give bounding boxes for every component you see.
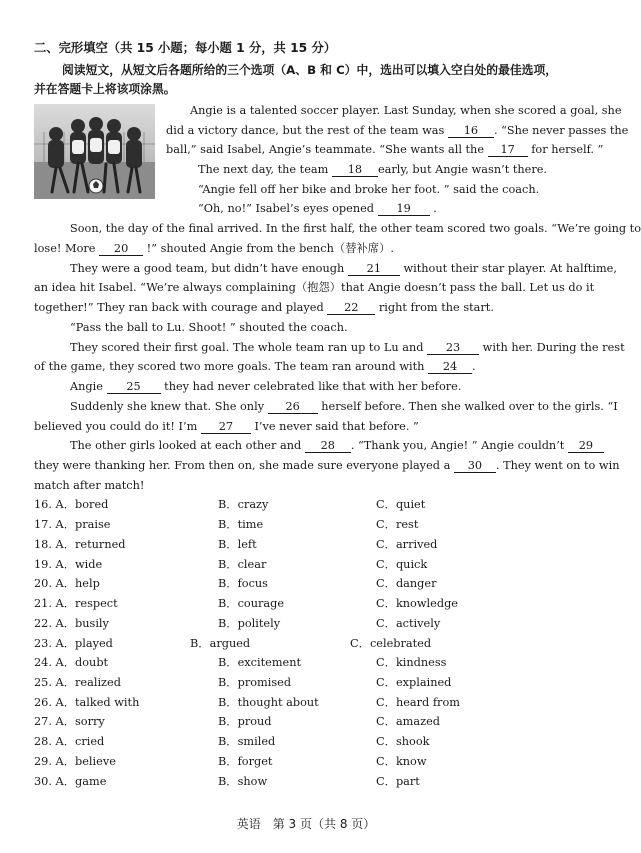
option-17-a: 17. A．praise <box>34 518 111 531</box>
passage-line: Angie is a talented soccer player. Last Sunday, when she scored a goal, she <box>190 104 622 117</box>
passage-line: The other girls looked at each other and 28 . “Thank you, Angie! ” Angie couldn’t 29 <box>70 439 604 453</box>
blank-27: 27 <box>201 421 251 434</box>
blank-25: 25 <box>107 381 161 394</box>
blank-21: 21 <box>348 263 400 276</box>
passage-line: They were a good team, but didn’t have enough 21 without their star player. At halftime, <box>70 262 617 275</box>
blank-23: 23 <box>427 342 479 355</box>
section-heading: 二、完形填空（共 15 小题；每小题 1 分，共 15 分） <box>34 41 337 55</box>
option-19-c: C．quick <box>376 558 428 571</box>
passage-line: ball,” said Isabel, Angie’s teammate. “She wants all the 17 for herself. ” <box>166 143 604 156</box>
option-22-a: 22. A．busily <box>34 617 109 630</box>
option-26-a: 26. A．talked with <box>34 696 140 709</box>
option-27-a: 27. A．sorry <box>34 715 105 728</box>
option-28-c: C．shook <box>376 735 430 748</box>
option-29-c: C．know <box>376 755 427 768</box>
option-30-a: 30. A．game <box>34 775 107 788</box>
option-21-b: B．courage <box>218 597 285 610</box>
option-24-a: 24. A．doubt <box>34 656 109 669</box>
option-18-a: 18. A．returned <box>34 538 126 551</box>
option-27-b: B．proud <box>218 715 272 728</box>
option-21-c: C．knowledge <box>376 597 458 610</box>
option-30-b: B．show <box>218 775 268 788</box>
option-28-a: 28. A．cried <box>34 735 105 748</box>
blank-29: 29 <box>568 440 604 453</box>
option-16-a: 16. A．bored <box>34 498 109 511</box>
blank-26: 26 <box>268 401 318 414</box>
passage-line: “Pass the ball to Lu. Shoot! ” shouted the coach. <box>70 321 348 334</box>
option-22-c: C．actively <box>376 617 441 630</box>
passage-line: of the game, they scored two more goals. The team ran around with 24 . <box>34 360 476 373</box>
option-25-b: B．promised <box>218 676 292 689</box>
option-23-c: C．celebrated <box>350 637 432 650</box>
passage-line: “Angie fell off her bike and broke her foot. ” said the coach. <box>198 183 540 196</box>
option-24-c: C．kindness <box>376 656 447 669</box>
option-24-b: B．excitement <box>218 656 302 669</box>
option-23-a: 23. A．played <box>34 637 113 650</box>
option-26-b: B．thought about <box>218 696 319 709</box>
option-28-b: B．smiled <box>218 735 276 748</box>
option-26-c: C．heard from <box>376 696 460 709</box>
instruction-line-2: 并在答题卡上将该项涂黑。 <box>34 82 176 96</box>
blank-16: 16 <box>448 125 494 138</box>
option-17-c: C．rest <box>376 518 419 531</box>
option-16-b: B．crazy <box>218 498 269 511</box>
option-17-b: B．time <box>218 518 264 531</box>
blank-20: 20 <box>99 243 143 256</box>
blank-17: 17 <box>488 144 528 157</box>
option-21-a: 21. A．respect <box>34 597 118 610</box>
passage-line: They scored their first goal. The whole team ran up to Lu and 23 with her. During the rest <box>70 341 625 354</box>
option-30-c: C．part <box>376 775 420 788</box>
passage-line: believed you could do it! I’m 27 I’ve never said that before. ” <box>34 420 419 433</box>
blank-19: 19 <box>378 203 430 216</box>
option-20-b: B．focus <box>218 577 268 590</box>
option-29-b: B．forget <box>218 755 273 768</box>
passage-line: lose! More 20 !” shouted Angie from the bench（替补席）. <box>34 242 394 255</box>
passage-line: together!” They ran back with courage and played 22 right from the start. <box>34 301 494 314</box>
passage-line: match after match! <box>34 479 145 492</box>
option-18-b: B．left <box>218 538 257 551</box>
option-19-b: B．clear <box>218 558 267 571</box>
passage-line: The next day, the team 18 early, but Angie wasn’t there. <box>198 163 548 176</box>
passage-line: Soon, the day of the final arrived. In the first half, the other team scored two goals. “We’re going to <box>70 222 641 235</box>
blank-22: 22 <box>327 302 375 315</box>
blank-28: 28 <box>305 440 351 453</box>
passage-line: Angie 25 they had never celebrated like that with her before. <box>70 380 462 393</box>
passage-line: an idea hit Isabel. “We’re always complaining（抱怨）that Angie doesn’t pass the ball. Let us do it <box>34 281 595 294</box>
passage-line: “Oh, no!” Isabel’s eyes opened 19 . <box>198 202 437 215</box>
blank-30: 30 <box>454 460 496 473</box>
option-25-c: C．explained <box>376 676 452 689</box>
instruction-line-1: 阅读短文，从短文后各题所给的三个选项（A、B 和 C）中，选出可以填入空白处的最佳选项， <box>62 63 558 77</box>
option-29-a: 29. A．believe <box>34 755 116 768</box>
option-23-b: B．argued <box>190 637 251 650</box>
option-25-a: 25. A．realized <box>34 676 121 689</box>
option-20-c: C．danger <box>376 577 437 590</box>
page-footer: 英语 第 3 页（共 8 页） <box>236 817 376 831</box>
option-16-c: C．quiet <box>376 498 426 511</box>
passage-line: did a victory dance, but the rest of the team was 16 . “She never passes the <box>166 124 629 137</box>
option-20-a: 20. A．help <box>34 577 100 590</box>
passage-line: they were thanking her. From then on, she made sure everyone played a 30 . They went on to win <box>34 459 620 472</box>
option-19-a: 19. A．wide <box>34 558 103 571</box>
soccer-team-huddle-image <box>34 104 155 199</box>
blank-24: 24 <box>428 361 472 374</box>
blank-18: 18 <box>332 164 378 177</box>
passage-line: Suddenly she knew that. She only 26 herself before. Then she walked over to the girls. “I <box>70 400 618 413</box>
option-22-b: B．politely <box>218 617 281 630</box>
option-18-c: C．arrived <box>376 538 438 551</box>
option-27-c: C．amazed <box>376 715 440 728</box>
